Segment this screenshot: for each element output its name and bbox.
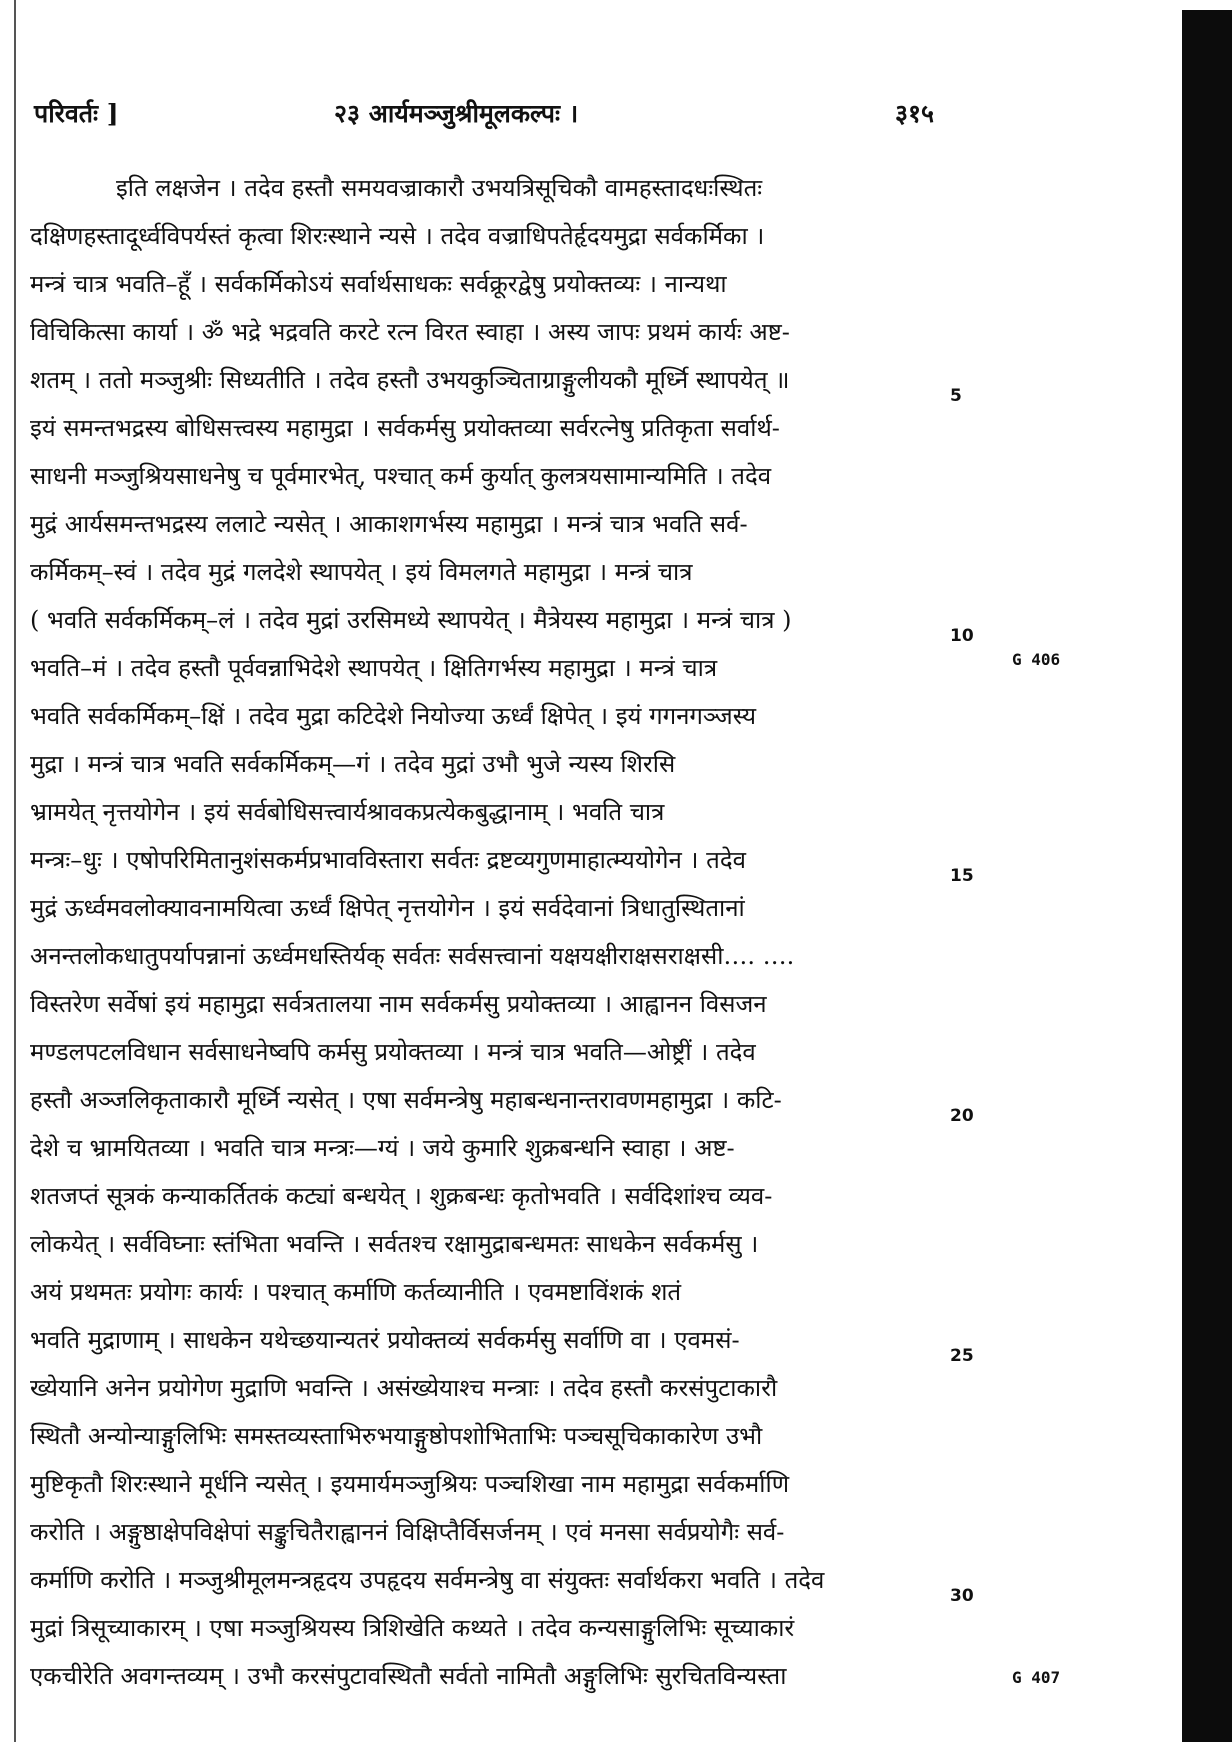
text-line: शतजप्तं सूत्रकं कन्याकर्तितकं कट्यां बन्धयेत् । शुक्रबन्धः कृतोभवति । सर्वदिशांश्च व्यव- — [30, 1182, 773, 1210]
text-line: एकचीरेति अवगन्तव्यम् । उभौ करसंपुटावस्थितौ सर्वतो नामितौ अङ्गुलिभिः सुरचितविन्यस्ता — [30, 1662, 787, 1690]
text-line: हस्तौ अञ्जलिकृताकारौ मूर्ध्नि न्यसेत् । एषा सर्वमन्त्रेषु महाबन्धनान्तरावणमहामुद्रा । कटि- — [30, 1086, 782, 1114]
text-line: विस्तरेण सर्वेषां इयं महामुद्रा सर्वत्रतालया नाम सर्वकर्मसु प्रयोक्तव्या । आह्वानन विसजन — [30, 990, 767, 1018]
text-line: कर्मिकम्–स्वं । तदेव मुद्रं गलदेशे स्थापयेत् । इयं विमलगते महामुद्रा । मन्त्रं चात्र — [30, 558, 693, 586]
text-line: अयं प्रथमतः प्रयोगः कार्यः । पश्चात् कर्माणि कर्तव्यानीति । एवमष्टाविंशकं शतं — [30, 1278, 682, 1306]
running-title: २३ आर्यमञ्जुश्रीमूलकल्पः । — [334, 99, 579, 128]
page-left-rule — [14, 0, 16, 1742]
text-line: मुद्रं ऊर्ध्वमवलोक्यावनामयित्वा ऊर्ध्वं क्षिपेत् नृत्तयोगेन । इयं सर्वदेवानां त्रिधातुस्थितानां — [30, 894, 745, 922]
text-line: साधनी मञ्जुश्रियसाधनेषु च पूर्वमारभेत्, पश्चात् कर्म कुर्यात् कुलत्रयसामान्यमिति । तदेव — [30, 462, 772, 490]
text-line: इयं समन्तभद्रस्य बोधिसत्त्वस्य महामुद्रा । सर्वकर्मसु प्रयोक्तव्या सर्वरत्नेषु प्रतिकृता सर्वार्थ- — [30, 414, 780, 442]
line-number: 5 — [950, 386, 962, 406]
text-line: अनन्तलोकधातुपर्यापन्नानां ऊर्ध्वमधस्तिर्यक् सर्वतः सर्वसत्त्वानां यक्षयक्षीराक्षसराक्षसी…. …. — [30, 942, 795, 970]
page-number: ३१५ — [894, 99, 934, 128]
line-number: 20 — [950, 1106, 974, 1126]
line-number: 15 — [950, 866, 974, 886]
text-line: मण्डलपटलविधान सर्वसाधनेष्वपि कर्मसु प्रयोक्तव्या । मन्त्रं चात्र भवति—ओष्ट्रीं । तदेव — [30, 1038, 756, 1066]
text-line: दक्षिणहस्तादूर्ध्वविपर्यस्तं कृत्वा शिरःस्थाने न्यसे । तदेव वज्राधिपतेर्हृदयमुद्रा सर्वकर्मिका । — [30, 222, 765, 250]
text-line: विचिकित्सा कार्या । ॐ भद्रे भद्रवति करटे रत्न विरत स्वाहा । अस्य जापः प्रथमं कार्यः अष्ट- — [30, 318, 790, 346]
text-line: मुद्रं आर्यसमन्तभद्रस्य ललाटे न्यसेत् । आकाशगर्भस्य महामुद्रा । मन्त्रं चात्र भवति सर्व- — [30, 510, 748, 538]
line-number: 30 — [950, 1586, 974, 1606]
line-number: 25 — [950, 1346, 974, 1366]
text-line: लोकयेत् । सर्वविघ्नाः स्तंभिता भवन्ति । सर्वतश्च रक्षामुद्राबन्धमतः साधकेन सर्वकर्मसु । — [30, 1230, 759, 1258]
margin-reference: G 407 — [1012, 1668, 1061, 1687]
body-text — [30, 164, 965, 1700]
chapter-label: परिवर्तः ] — [34, 99, 119, 128]
line-number: 10 — [950, 626, 974, 646]
text-line: करोति । अङ्गुष्ठाक्षेपविक्षेपां सङ्कुचितैराह्वाननं विक्षिप्तैर्विसर्जनम् । एवं मनसा सर्वप्रयोगैः सर्व- — [30, 1518, 785, 1546]
margin-reference: G 406 — [1012, 650, 1061, 669]
text-line: मुद्रां त्रिसूच्याकारम् । एषा मञ्जुश्रियस्य त्रिशिखेति कथ्यते । तदेव कन्यसाङ्गुलिभिः सूच्याकारं — [30, 1614, 795, 1642]
text-line: शतम् । ततो मञ्जुश्रीः सिध्यतीति । तदेव हस्तौ उभयकुञ्चिताग्राङ्गुलीयकौ मूर्ध्नि स्थापयेत् ॥ — [30, 366, 790, 394]
text-line: मुद्रा । मन्त्रं चात्र भवति सर्वकर्मिकम्—गं । तदेव मुद्रां उभौ भुजे न्यस्य शिरसि — [30, 750, 676, 778]
text-line: मुष्टिकृतौ शिरःस्थाने मूर्धनि न्यसेत् । इयमार्यमञ्जुश्रियः पञ्चशिखा नाम महामुद्रा सर्वकर्माणि — [30, 1470, 790, 1498]
text-line: भवति मुद्राणाम् । साधकेन यथेच्छयान्यतरं प्रयोक्तव्यं सर्वकर्मसु सर्वाणि वा । एवमसं- — [30, 1326, 740, 1354]
text-line: देशे च भ्रामयितव्या । भवति चात्र मन्त्रः—ग्यं । जये कुमारि शुक्रबन्धनि स्वाहा । अष्ट- — [30, 1134, 735, 1162]
text-line: मन्त्रं चात्र भवति–हूँ । सर्वकर्मिकोऽयं सर्वार्थसाधकः सर्वक्रूरद्वेषु प्रयोक्तव्यः । नान्यथा — [30, 270, 727, 298]
text-line: कर्माणि करोति । मञ्जुश्रीमूलमन्त्रहृदय उपहृदय सर्वमन्त्रेषु वा संयुक्तः सर्वार्थकरा भवति । तदेव — [30, 1566, 825, 1594]
running-header — [34, 96, 934, 136]
text-line: ख्येयानि अनेन प्रयोगेण मुद्राणि भवन्ति । असंख्येयाश्च मन्त्राः । तदेव हस्तौ करसंपुटाकारौ — [30, 1374, 778, 1402]
text-line: मन्त्रः–धुः । एषोपरिमितानुशंसकर्मप्रभावविस्तारा सर्वतः द्रष्टव्यगुणमाहात्म्ययोगेन । तदेव — [30, 846, 746, 874]
text-line: स्थितौ अन्योन्याङ्गुलिभिः समस्तव्यस्ताभिरुभयाङ्गुष्ठोपशोभिताभिः पञ्चसूचिकाकारेण उभौ — [30, 1422, 763, 1450]
text-line: ( भवति सर्वकर्मिकम्–लं । तदेव मुद्रां उरसिमध्ये स्थापयेत् । मैत्रेयस्य महामुद्रा । मन्त्रं चात्र ) — [30, 606, 792, 634]
text-line: भवति–मं । तदेव हस्तौ पूर्ववन्नाभिदेशे स्थापयेत् । क्षितिगर्भस्य महामुद्रा । मन्त्रं चात्र — [30, 654, 718, 682]
text-line: भवति सर्वकर्मिकम्–क्षिं । तदेव मुद्रा कटिदेशे नियोज्या ऊर्ध्वं क्षिपेत् । इयं गगनगञ्जस्य — [30, 702, 756, 730]
text-line: इति लक्षजेन । तदेव हस्तौ समयवज्राकारौ उभयत्रिसूचिकौ वामहस्तादधःस्थितः — [116, 174, 763, 202]
text-line: भ्रामयेत् नृत्तयोगेन । इयं सर्वबोधिसत्त्वार्यश्रावकप्रत्येकबुद्धानाम् । भवति चात्र — [30, 798, 665, 826]
scan-edge-shadow — [1182, 10, 1232, 1742]
